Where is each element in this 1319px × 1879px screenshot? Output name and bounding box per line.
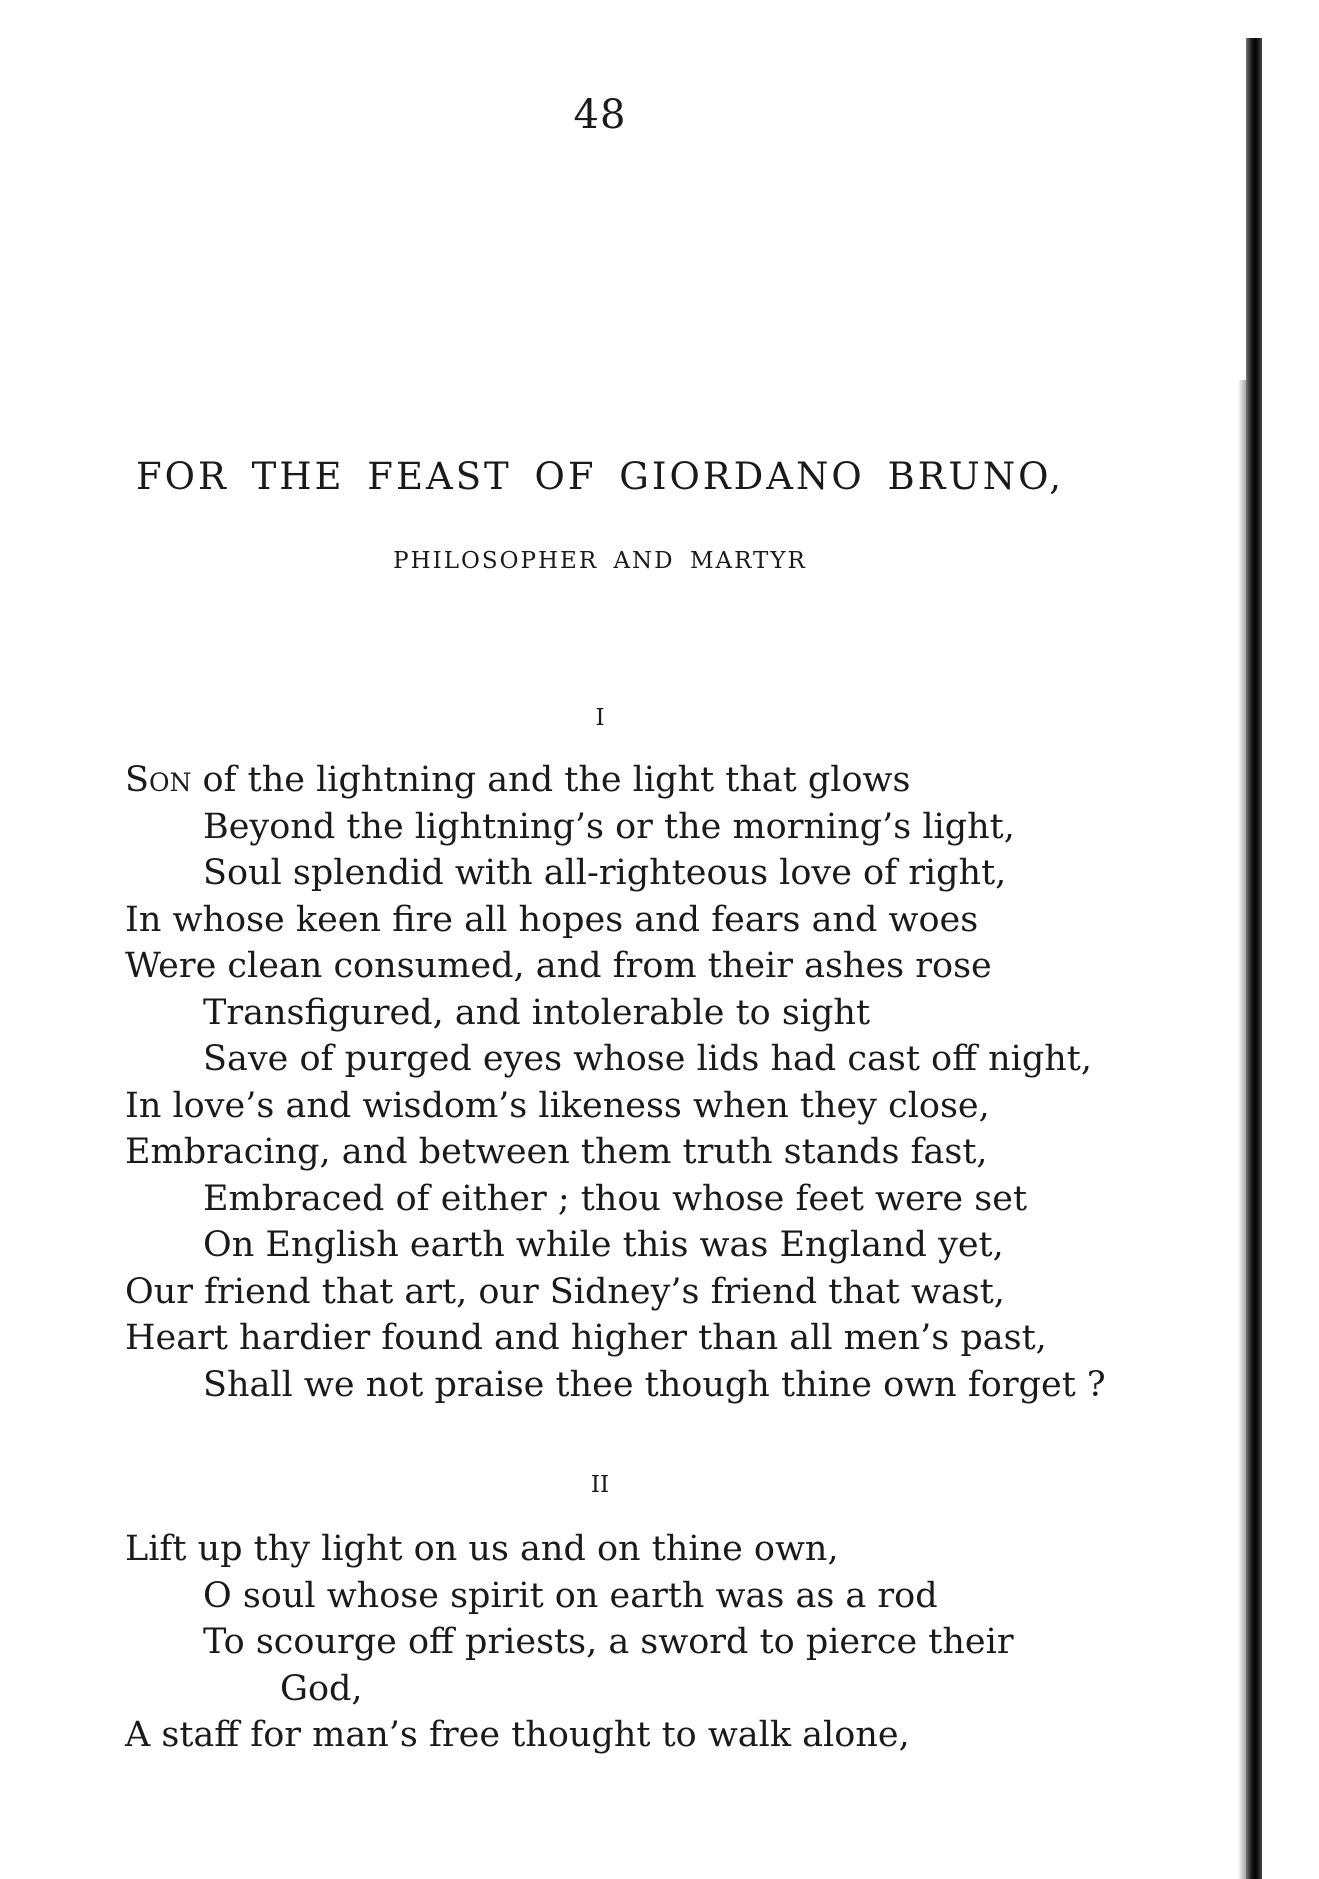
poem-subtitle: PHILOSOPHER AND MARTYR — [393, 548, 807, 574]
poem-line: Son of the lightning and the light that glows — [125, 760, 911, 800]
stanza-1 — [125, 757, 1125, 1408]
poem-line: A staff for man’s free thought to walk alone, — [125, 1715, 910, 1755]
poem-line: Save of purged eyes whose lids had cast off night, — [203, 1039, 1092, 1079]
poem-line: O soul whose spirit on earth was as a rod — [203, 1575, 938, 1616]
poem-line: Lift up thy light on us and on thine own, — [125, 1529, 839, 1569]
page-number: 48 — [573, 92, 627, 138]
poem-line: God, — [280, 1668, 363, 1709]
poem-line: On English earth while this was England yet, — [203, 1225, 1004, 1265]
poem-line: Embracing, and between them truth stands fast, — [125, 1132, 988, 1172]
poem-title: FOR THE FEAST OF GIORDANO BRUNO, — [135, 455, 1065, 498]
poem-line: Beyond the lightning’s or the morning’s light, — [203, 806, 1015, 847]
stanza-2 — [125, 1526, 1125, 1759]
poem-line: Embraced of either ; thou whose feet were set — [203, 1178, 1028, 1219]
binding-shadow — [1238, 380, 1246, 1879]
poem-line: Soul splendid with all-righteous love of right, — [203, 853, 1007, 893]
stanza-numeral-1: I — [595, 705, 605, 731]
poem-line: Heart hardier found and higher than all men’s past, — [125, 1318, 1047, 1358]
poem-line: Our friend that art, our Sidney’s friend that wast, — [125, 1271, 1005, 1312]
book-spine-edge — [1246, 38, 1262, 1879]
poem-line: To scourge off priests, a sword to pierce their — [203, 1622, 1014, 1662]
poem-line: Were clean consumed, and from their ashes rose — [125, 946, 992, 986]
poem-line: In whose keen fire all hopes and fears and woes — [125, 899, 979, 940]
poem-line: In love’s and wisdom’s likeness when they close, — [125, 1085, 990, 1126]
drop-word: Son — [125, 760, 192, 800]
stanza-numeral-2: II — [590, 1472, 610, 1498]
poem-line: Shall we not praise thee though thine own forget ? — [203, 1364, 1106, 1405]
poem-line: Transfigured, and intolerable to sight — [203, 992, 871, 1033]
